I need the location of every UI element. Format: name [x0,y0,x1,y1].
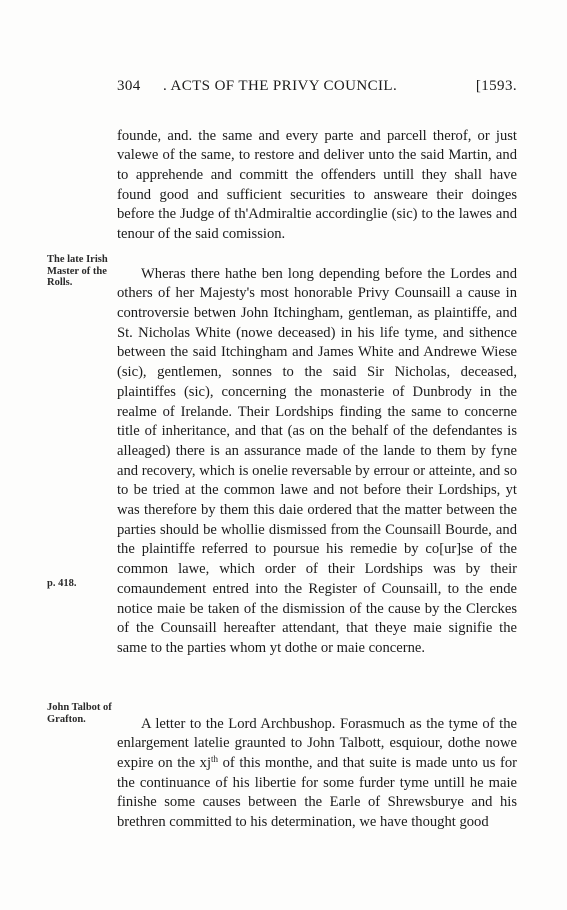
margin-note-page-ref: p. 418. [47,578,77,589]
talbot-text-start: A letter to the Lord Archbushop. Forasmuch as the tyme of the enlargement latelie graunted to John Talbott, esquiour, dothe nowe expire on the xj [117,715,517,771]
margin-note-irish-master: The late Irish Master of the Rolls. [47,254,108,288]
running-year: [1593. [475,78,517,94]
running-title: . ACTS OF THE PRIVY COUNCIL. [163,78,398,94]
page-number: 304 [117,78,141,94]
paragraph-continuation: founde, and. the same and every parte and parcell therof, or just valewe of the same, to restore and deliver unto the said Martin, and to apprehende and committ the offenders untill they shall have found good and sufficient securities to answeare their doinges before the Judge of th'Admiraltie accordinglie (sic) to the lawes and tenour of the said comission. [117,127,517,243]
margin-note-talbot: John Talbot of Grafton. [47,702,112,725]
paragraph-talbot-letter [117,715,517,833]
paragraph-dunbrody: Wheras there hathe ben long depending before the Lordes and others of her Majesty's most honorable Privy Counsaill a cause in controversie betwen John Itchingham, gentleman, as plaintiffe, and St. Nicholas White (nowe deceased) in his life tyme, and sithence between the said Itchingham and James White and Andrewe Wiese (sic), gentlemen, sonnes to the said Sir Nicholas, deceased, plaintiffes (sic), concerning the monasterie of Dunbrody in the realme of Irelande. Their Lordships finding the same to concerne title of inheritance, and that (as on the behalf of the defendantes is alleaged) there is an assurance made of the lande to them by fyne and recovery, which is onelie reversable by errour or atteinte, and so to be tried at the common lawe and not before their Lordships, yt was therefore by them this daie ordered that the matter between the parties should be whollie dismissed from the Counsaill Bourde, and the plaintiffe referred to poursue his remedie by co[ur]se of the common lawe, which order of their Lordships was by their comaundement entred into the Register of Counsaill, to the ende notice maie be taken of the dismission of the cause by the Clerckes of the Counsaill hereafter attendant, that theye maie signifie the same to the parties whom yt dothe or maie concerne. [117,265,517,656]
running-head [117,78,517,100]
talbot-text-end: of this monthe, and that suite is made unto us for the continuance of his libertie for some furder tyme untill he maie finishe some causes between the Earle of Shrewsburye and his brethren committed to his determination, we have thought good [117,755,517,831]
ordinal-superscript: th [211,754,219,764]
